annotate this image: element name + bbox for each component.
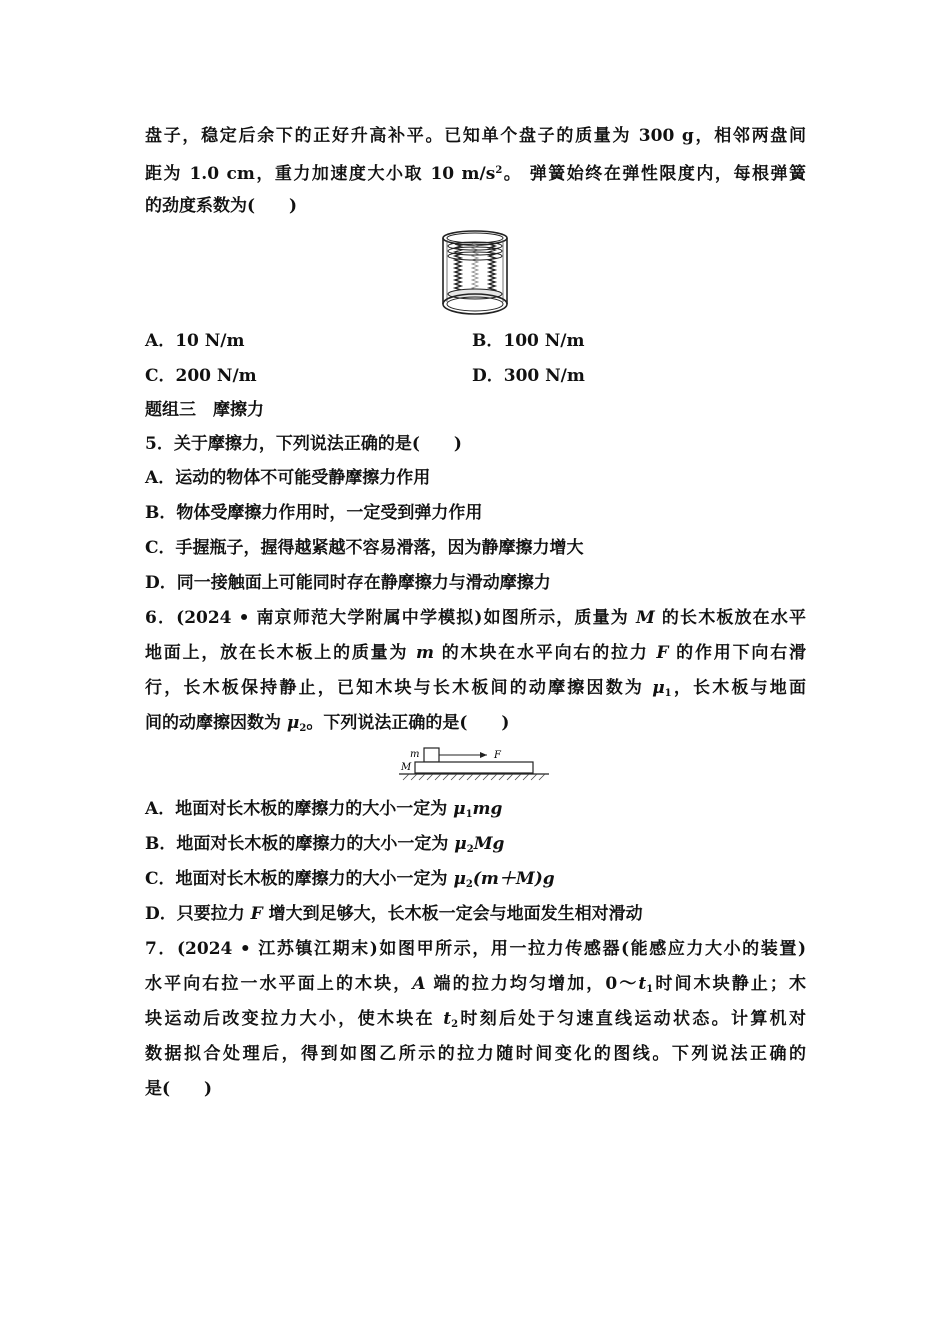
q6-option-c: C．地面对长木板的摩擦力的大小一定为 $\mu_2(m+M)g$ (145, 869, 555, 890)
q5-option-a: A．运动的物体不可能受静摩擦力作用 (145, 468, 431, 488)
q6-line-1: 6．(2024 • 南京师范大学附属中学模拟)如图所示，质量为 M 的长木板放在水平 (145, 608, 806, 628)
figure-label-M: M (401, 762, 412, 773)
q6-line-2: 地面上，放在长木板上的质量为 m 的木块在水平向右的拉力 F 的作用下向右滑 (145, 643, 807, 663)
q4-option-c: C．200 N/m (145, 366, 257, 386)
ground-hatching (403, 774, 545, 780)
q6-line-3: 行，长木板保持静止，已知木块与长木板间的动摩擦因数为 $\mu_1$，长木板与地面 (145, 678, 806, 699)
figure-label-m: m (410, 749, 420, 760)
board-M (415, 762, 533, 773)
q4-line-1: 盘子，稳定后余下的正好升高补平。已知单个盘子的质量为 300 g，相邻两盘间 (145, 126, 806, 146)
q6-line-4: 间的动摩擦因数为 $\mu_2$。下列说法正确的是( ) (145, 713, 510, 734)
q6-option-b: B．地面对长木板的摩擦力的大小一定为 $\mu_2Mg$ (145, 834, 505, 855)
q7-line-2: 水平向右拉一水平面上的木块，A 端的拉力均匀增加，$0\sim t_1$时间木块静止；木 (145, 974, 807, 995)
q6-option-a: A．地面对长木板的摩擦力的大小一定为 $\mu_1mg$ (145, 799, 503, 820)
q4-option-b: B．100 N/m (472, 331, 585, 351)
q5-stem: 5．关于摩擦力，下列说法正确的是( ) (145, 434, 462, 454)
board-block-figure (397, 744, 553, 782)
q5-option-c: C．手握瓶子，握得越紧越不容易滑落，因为静摩擦力增大 (145, 538, 584, 558)
group3-title: 题组三 摩擦力 (145, 400, 264, 420)
spring-plates-figure (439, 228, 511, 320)
q7-line-4: 数据拟合处理后，得到如图乙所示的拉力随时间变化的图线。下列说法正确的 (145, 1044, 806, 1064)
q7-line-3: 块运动后改变拉力大小，使木块在 $t_2$时刻后处于匀速直线运动状态。计算机对 (145, 1009, 807, 1030)
q6-option-d: D．只要拉力 F 增大到足够大，长木板一定会与地面发生相对滑动 (145, 904, 643, 924)
q4-option-d: D．300 N/m (472, 366, 585, 386)
figure-label-F: F (494, 750, 501, 761)
q5-option-b: B．物体受摩擦力作用时，一定受到弹力作用 (145, 503, 483, 523)
q4-line-2: 距为 1.0 cm，重力加速度大小取 10 $m/s^2$。 弹簧始终在弹性限度内，每根弹簧 (145, 164, 807, 184)
q7-line-5: 是( ) (145, 1079, 213, 1099)
q5-option-d: D．同一接触面上可能同时存在静摩擦力与滑动摩擦力 (145, 573, 551, 593)
q7-line-1: 7．(2024 • 江苏镇江期末)如图甲所示，用一拉力传感器(能感应力大小的装置) (145, 939, 806, 959)
force-arrow-head (480, 752, 487, 758)
q4-line-3: 的劲度系数为( ) (145, 196, 298, 216)
block-m (424, 748, 439, 762)
q4-option-a: A．10 N/m (145, 331, 245, 351)
